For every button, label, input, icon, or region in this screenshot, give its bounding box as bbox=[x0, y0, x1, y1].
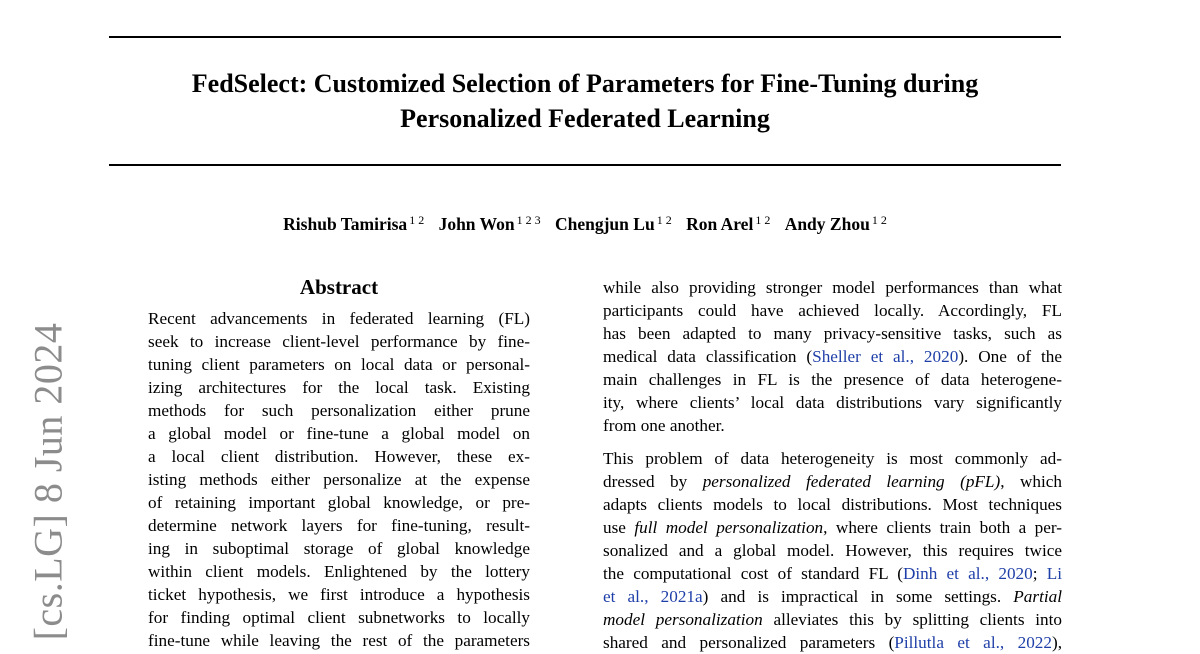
text-run: shared and personalized parameters ( bbox=[603, 633, 895, 652]
text-run: ). One of the bbox=[958, 347, 1062, 366]
author-name: Ron Arel bbox=[686, 214, 754, 234]
abstract-line: within client models. Enlightened by the lottery bbox=[148, 562, 530, 581]
intro-line bbox=[603, 631, 1062, 654]
author-list bbox=[109, 208, 1061, 236]
intro-line bbox=[603, 516, 1062, 539]
intro-line bbox=[603, 608, 1062, 631]
intro-line: while also providing stronger model performances than what bbox=[603, 278, 1062, 297]
abstract-body bbox=[148, 307, 530, 652]
intro-line: adapts clients models to local distributions. Most techniques bbox=[603, 495, 1062, 514]
author-affiliation: 1 2 3 bbox=[516, 213, 541, 227]
text-run: the computational cost of standard FL ( bbox=[603, 564, 903, 583]
title-line-2: Personalized Federated Learning bbox=[400, 104, 770, 133]
author-name: Andy Zhou bbox=[784, 214, 870, 234]
emphasis-full-model: full model personalization bbox=[634, 518, 824, 537]
intro-line bbox=[603, 345, 1062, 368]
bottom-rule bbox=[109, 164, 1061, 166]
top-rule bbox=[109, 36, 1061, 38]
abstract-line: determine network layers for fine-tuning, result- bbox=[148, 516, 530, 535]
text-run: ) and is impractical in some settings. bbox=[702, 587, 1014, 606]
citation-link-li[interactable]: Li bbox=[1046, 564, 1062, 583]
intro-line: main challenges in FL is the presence of data heterogene- bbox=[603, 370, 1062, 389]
emphasis-pfl: personalized federated learning (pFL) bbox=[702, 472, 1001, 491]
arxiv-stamp-text: [cs.LG] 8 Jun 2024 bbox=[25, 322, 71, 640]
abstract-line: for finding optimal client subnetworks to locally bbox=[148, 608, 530, 627]
text-run: , where clients train both a per- bbox=[823, 518, 1063, 537]
abstract-line: a global model or fine-tune a global model on bbox=[148, 424, 530, 443]
arxiv-side-stamp bbox=[24, 324, 72, 638]
intro-line: This problem of data heterogeneity is most commonly ad- bbox=[603, 449, 1062, 468]
intro-paragraph-1 bbox=[603, 276, 1062, 437]
intro-line: participants could have achieved locally. Accordingly, FL bbox=[603, 301, 1062, 320]
author-name: Chengjun Lu bbox=[554, 214, 655, 234]
abstract-line: of retaining important global knowledge, or pre- bbox=[148, 493, 530, 512]
title-line-1: FedSelect: Customized Selection of Parameters for Fine-Tuning during bbox=[191, 69, 979, 98]
abstract-line: ticket hypothesis, we first introduce a hypothesis bbox=[148, 585, 530, 604]
text-run: dressed by bbox=[603, 472, 703, 491]
text-run: ), bbox=[1051, 633, 1063, 652]
author-5 bbox=[785, 214, 887, 234]
text-run: ; bbox=[1032, 564, 1047, 583]
intro-column bbox=[603, 276, 1062, 654]
intro-line bbox=[603, 562, 1062, 585]
author-affiliation: 1 2 bbox=[755, 213, 771, 227]
abstract-line: ing in suboptimal storage of global knowledge bbox=[148, 539, 530, 558]
emphasis-model-personalization: model personalization bbox=[603, 610, 763, 629]
author-affiliation: 1 2 bbox=[409, 213, 425, 227]
text-run: medical data classification ( bbox=[603, 347, 813, 366]
abstract-line: fine-tune while leaving the rest of the parameters bbox=[148, 631, 530, 650]
text-run: , which bbox=[1000, 472, 1062, 491]
paper-title bbox=[109, 66, 1061, 136]
author-affiliation: 1 2 bbox=[656, 213, 672, 227]
citation-link-pillutla[interactable]: Pillutla et al., 2022 bbox=[894, 633, 1052, 652]
intro-line: sonalized and a global model. However, this requires twice bbox=[603, 541, 1062, 560]
text-run: use bbox=[603, 518, 635, 537]
citation-link-sheller[interactable]: Sheller et al., 2020 bbox=[812, 347, 959, 366]
text-run: alleviates this by splitting clients into bbox=[762, 610, 1062, 629]
abstract-heading: Abstract bbox=[299, 275, 379, 299]
intro-line bbox=[603, 470, 1062, 493]
abstract-line: isting methods either personalize at the expense bbox=[148, 470, 530, 489]
author-1 bbox=[283, 214, 424, 234]
author-2 bbox=[439, 214, 541, 234]
intro-line: ity, where clients’ local data distributions vary significantly bbox=[603, 393, 1062, 412]
abstract-line: izing architectures for the local task. Existing bbox=[148, 378, 530, 397]
intro-line: has been adapted to many privacy-sensitive tasks, such as bbox=[603, 324, 1062, 343]
citation-link-li-cont[interactable]: et al., 2021a bbox=[603, 587, 703, 606]
author-4 bbox=[686, 214, 770, 234]
abstract-line: a local client distribution. However, these ex- bbox=[148, 447, 530, 466]
intro-line bbox=[603, 585, 1062, 608]
abstract-line: tuning client parameters on local data or personal- bbox=[148, 355, 530, 374]
abstract-line: methods for such personalization either prune bbox=[148, 401, 530, 420]
emphasis-partial: Partial bbox=[1013, 587, 1062, 606]
author-affiliation: 1 2 bbox=[871, 213, 887, 227]
intro-paragraph-2 bbox=[603, 447, 1062, 654]
citation-link-dinh[interactable]: Dinh et al., 2020 bbox=[902, 564, 1033, 583]
author-name: Rishub Tamirisa bbox=[283, 214, 408, 234]
abstract-line: seek to increase client-level performance by fine- bbox=[148, 332, 530, 351]
intro-line: from one another. bbox=[603, 416, 725, 435]
abstract-line: Recent advancements in federated learning (FL) bbox=[148, 309, 530, 328]
author-3 bbox=[555, 214, 672, 234]
author-name: John Won bbox=[438, 214, 515, 234]
